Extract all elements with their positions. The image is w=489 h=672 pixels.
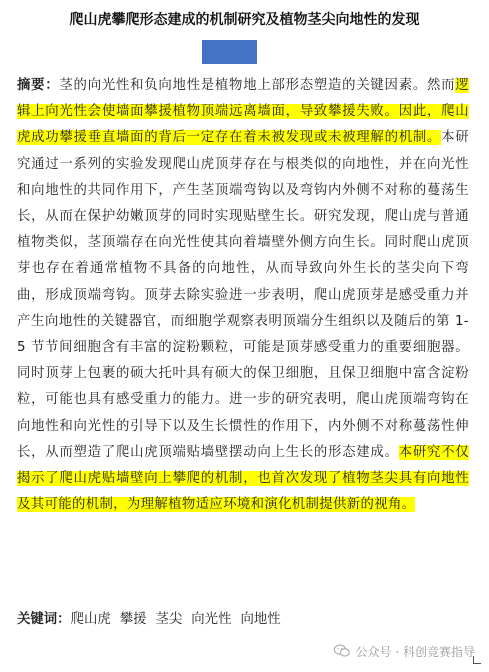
abstract-segment: 本研究通过一系列的实验发现爬山虎顶芽存在与根类似的向地性，并在向光性和向地性的共同作用下，产生茎顶端弯钩以及弯钩内外侧不对称的蔓荡生长，从而在保护幼嫩顶芽的同时实现贴壁生长。研究发现，爬山虎与普通植物类似，茎顶端存在向光性使其向着墙壁外侧方向生长。同时爬山虎顶芽也存在着通常植物不具备的向地性，从而导致向外生长的茎尖向下弯曲，形成顶端弯钩。顶芽去除实验进一步表明，爬山虎顶芽是感受重力并产生向地性的关键器官，而细胞学观察表明顶端分生组织以及随后的第 1-5 节节间细胞含有丰富的淀粉颗粒，可能是顶芽感受重力的重要细胞器。同时顶芽上包裹的硕大托叶具有硕大的保卫细胞，且保卫细胞中富含淀粉粒，可能也具有感受重力的能力。进一步的研究表明，爬山虎顶端弯钩在向地性和向光性的引导下以及生长惯性的作用下，内外侧不对称蔓荡性伸长，从而塑造了爬山虎顶端贴墙壁摆动向上生长的形态建成。 xyxy=(17,130,470,460)
paper-title: 爬山虎攀爬形态建成的机制研究及植物茎尖向地性的发现 xyxy=(69,12,420,28)
abstract-segment-highlighted: 逻辑上向光性会使墙面攀援植物顶端远离墙面，导致攀援失败。因此，爬山虎成功攀援垂直墙面的背后一定存在着未被发现或未被理解的机制。 xyxy=(17,78,469,146)
abstract-segment-highlighted: 本研究不仅揭示了爬山虎贴墙壁向上攀爬的机制，也首次发现了植物茎尖具有向地性及其可能的机制，为理解植物适应环境和演化机制提供新的视角。 xyxy=(17,444,470,513)
corner-mark xyxy=(473,656,481,664)
keyword: 向地性 xyxy=(240,612,281,627)
keyword: 攀援 xyxy=(119,612,147,627)
abstract xyxy=(17,73,469,518)
abstract-segment: 茎的向光性和负向地性是植物地上部形态塑造的关键因素。然而 xyxy=(59,78,456,93)
abstract-label: 摘要： xyxy=(17,78,60,93)
keyword: 茎尖 xyxy=(155,612,183,627)
watermark-text: 公众号 · 科创竞赛指导 xyxy=(355,644,475,659)
keyword: 向光性 xyxy=(191,612,232,627)
watermark xyxy=(333,640,475,662)
redacted-author-block xyxy=(202,40,257,64)
wechat-icon xyxy=(333,644,351,658)
keyword: 爬山虎 xyxy=(70,612,111,627)
keywords-label: 关键词： xyxy=(17,612,71,627)
keywords-line xyxy=(17,609,290,631)
